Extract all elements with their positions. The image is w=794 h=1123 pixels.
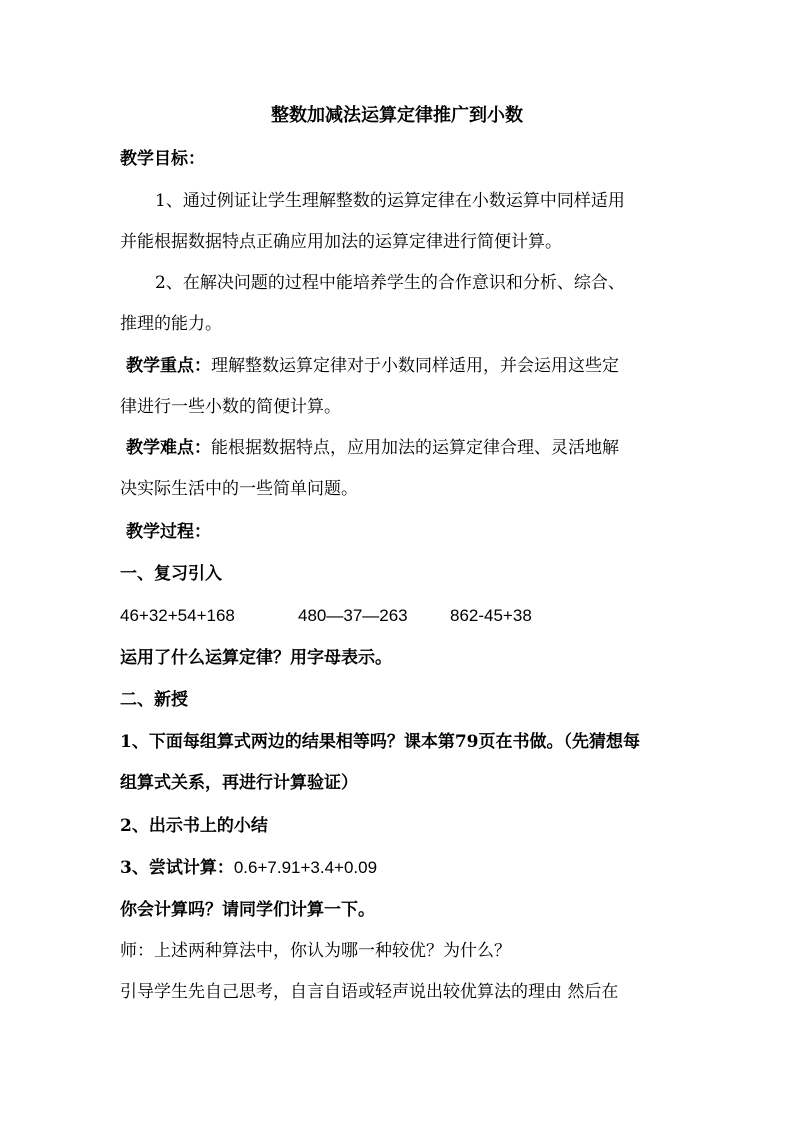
review-equations (120, 605, 680, 627)
equation-3: 862-45+38 (450, 606, 532, 625)
item-3-label: 3、尝试计算： (120, 858, 234, 878)
section-new-heading: 二、新授 (120, 690, 188, 710)
item-3-expression: 0.6+7.91+3.4+0.09 (233, 858, 378, 877)
guide-line: 引导学生先自己思考，自言自语或轻声说出较优算法的理由 然后在 (120, 982, 619, 1002)
objective-2-line1: 2、在解决问题的过程中能培养学生的合作意识和分析、综合、 (155, 273, 625, 293)
key-point-line2: 律进行一些小数的简便计算。 (120, 397, 341, 417)
difficulty-line2: 决实际生活中的一些简单问题。 (120, 479, 358, 499)
equation-1: 46+32+54+168 (120, 606, 235, 625)
item-1-line2: 组算式关系，再进行计算验证） (120, 773, 358, 793)
difficulty-text: 能根据数据特点，应用加法的运算定律合理、灵活地解 (211, 438, 619, 458)
question-calc: 你会计算吗？请同学们计算一下。 (120, 900, 375, 920)
section-review-heading: 一、复习引入 (120, 564, 222, 584)
process-heading: 教学过程： (126, 522, 211, 542)
item-2: 2、出示书上的小结 (120, 816, 268, 836)
item-1-line1: 1、下面每组算式两边的结果相等吗？课本第79页在书做。（先猜想每 (120, 732, 640, 752)
difficulty-label: 教学难点： (126, 438, 211, 458)
objective-2-line2: 推理的能力。 (120, 314, 222, 334)
key-point-text: 理解整数运算定律对于小数同样适用，并会运用这些定 (211, 356, 619, 376)
item-3 (120, 857, 377, 879)
document-title: 整数加减法运算定律推广到小数 (271, 105, 523, 126)
objective-1-line2: 并能根据数据特点正确应用加法的运算定律进行简便计算。 (120, 232, 562, 252)
difficulty-paragraph (126, 437, 619, 459)
key-point-label: 教学重点： (126, 356, 211, 376)
question-law: 运用了什么运算定律？用字母表示。 (120, 648, 392, 668)
objectives-heading: 教学目标： (120, 149, 205, 169)
key-point-paragraph (126, 355, 619, 377)
equation-2: 480—37—263 (298, 606, 408, 625)
objective-1-line1: 1、通过例证让学生理解整数的运算定律在小数运算中同样适用 (155, 191, 625, 211)
teacher-line: 师：上述两种算法中，你认为哪一种较优？为什么？ (120, 941, 511, 961)
